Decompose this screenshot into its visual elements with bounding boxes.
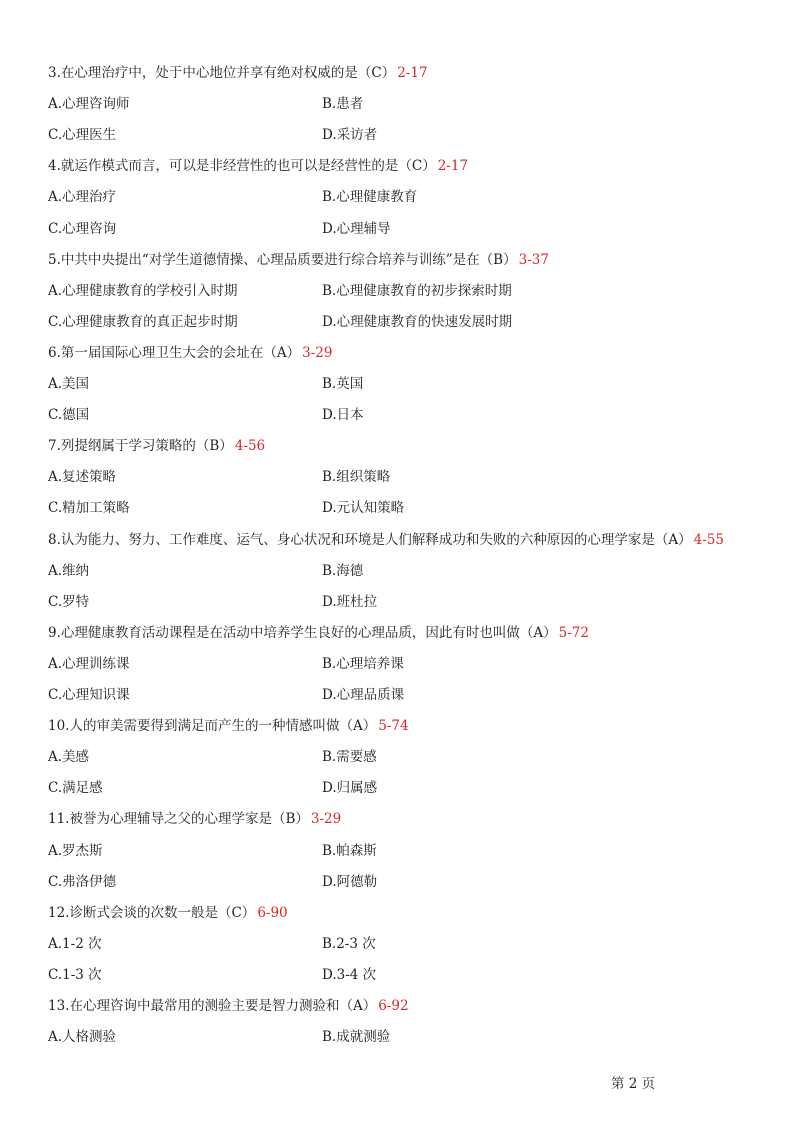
- question-text: 12.诊断式会谈的次数一般是（C）: [48, 904, 256, 921]
- question-text: 4.就运作模式而言，可以是非经营性的也可以是经营性的是（C）: [48, 158, 436, 175]
- answer-option: D.阿德勒: [322, 873, 378, 890]
- question-stem: [48, 902, 288, 924]
- answer-option: C.心理健康教育的真正起步时期: [48, 313, 238, 330]
- answer-option: C.心理知识课: [48, 687, 130, 703]
- answer-option: A.心理治疗: [48, 189, 117, 206]
- answer-option: A.心理训练课: [48, 655, 130, 672]
- answer-option: D.心理辅导: [322, 220, 391, 237]
- question-stem: [48, 249, 549, 271]
- answer-option: A.人格测验: [48, 1029, 117, 1046]
- answer-option: D.班杜拉: [322, 593, 378, 610]
- question-reference: 3-29: [302, 344, 333, 361]
- question-text: 9.心理健康教育活动课程是在活动中培养学生良好的心理品质，因此有时也叫做（A）: [48, 624, 557, 641]
- question-text: 10.人的审美需要得到满足而产生的一种情感叫做（A）: [48, 718, 377, 735]
- question-reference: 3-37: [518, 251, 549, 268]
- answer-option: D.元认知策略: [322, 500, 405, 517]
- answer-option: C.满足感: [48, 780, 103, 797]
- answer-option: C.弗洛伊德: [48, 873, 117, 890]
- answer-option: C.精加工策略: [48, 500, 130, 517]
- answer-option: D.心理品质课: [322, 687, 405, 703]
- answer-option: A.美国: [48, 376, 90, 392]
- answer-option: A.罗杰斯: [48, 842, 103, 859]
- answer-option: D.心理健康教育的快速发展时期: [322, 313, 513, 330]
- question-reference: 2-17: [437, 158, 469, 175]
- page-number: 第 2 页: [611, 1076, 656, 1092]
- question-text: 5.中共中央提出“对学生道德情操、心理品质要进行综合培养与训练”是在（B）: [48, 251, 517, 268]
- question-stem: [48, 622, 589, 644]
- answer-option: A.美感: [48, 749, 90, 766]
- question-stem: [48, 435, 265, 457]
- question-reference: 5-72: [558, 624, 589, 641]
- answer-option: B.心理健康教育: [322, 189, 418, 206]
- question-text: 3.在心理治疗中，处于中心地位并享有绝对权威的是（C）: [48, 65, 396, 81]
- question-stem: [48, 529, 724, 551]
- answer-option: C.心理咨询: [48, 220, 117, 237]
- answer-option: B.英国: [322, 376, 364, 392]
- answer-option: A.心理咨询师: [48, 96, 130, 113]
- question-reference: 6-92: [378, 998, 409, 1014]
- answer-option: B.心理健康教育的初步探索时期: [322, 282, 512, 299]
- answer-option: C.1-3 次: [48, 966, 102, 983]
- answer-option: B.组织策略: [322, 469, 391, 486]
- question-stem: [48, 808, 341, 830]
- question-reference: 3-29: [310, 811, 342, 828]
- question-stem: [48, 995, 409, 1017]
- question-reference: 6-90: [257, 904, 288, 921]
- question-stem: [48, 62, 428, 84]
- answer-option: D.日本: [322, 407, 364, 424]
- answer-option: B.海德: [322, 562, 364, 579]
- answer-option: C.德国: [48, 407, 90, 424]
- answer-option: A.心理健康教育的学校引入时期: [48, 282, 238, 299]
- answer-option: A.维纳: [48, 562, 90, 579]
- answer-option: D.采访者: [322, 127, 378, 144]
- answer-option: B.患者: [322, 96, 364, 113]
- question-text: 6.第一届国际心理卫生大会的会址在（A）: [48, 344, 301, 361]
- question-stem: [48, 155, 468, 177]
- answer-option: B.2-3 次: [322, 935, 376, 952]
- answer-option: C.罗特: [48, 593, 90, 610]
- answer-option: B.心理培养课: [322, 655, 404, 672]
- question-text: 7.列提纲属于学习策略的（B）: [48, 438, 233, 455]
- answer-option: D.3-4 次: [322, 966, 377, 983]
- question-reference: 4-56: [234, 438, 266, 455]
- question-reference: 5-74: [378, 718, 409, 735]
- question-text: 8.认为能力、努力、工作难度、运气、身心状况和环境是人们解释成功和失败的六种原因的心理学家是（A）: [48, 531, 692, 548]
- question-reference: 2-17: [397, 65, 428, 81]
- answer-option: B.帕森斯: [322, 842, 377, 859]
- answer-option: B.需要感: [322, 749, 377, 766]
- question-reference: 4-55: [693, 531, 724, 548]
- answer-option: C.心理医生: [48, 127, 117, 144]
- answer-option: D.归属感: [322, 780, 378, 797]
- question-stem: [48, 342, 332, 364]
- question-text: 11.被誉为心理辅导之父的心理学家是（B）: [48, 811, 309, 828]
- answer-option: B.成就测验: [322, 1029, 391, 1046]
- answer-option: A.1-2 次: [48, 935, 102, 952]
- question-text: 13.在心理咨询中最常用的测验主要是智力测验和（A）: [48, 998, 377, 1014]
- answer-option: A.复述策略: [48, 469, 117, 486]
- question-stem: [48, 715, 409, 737]
